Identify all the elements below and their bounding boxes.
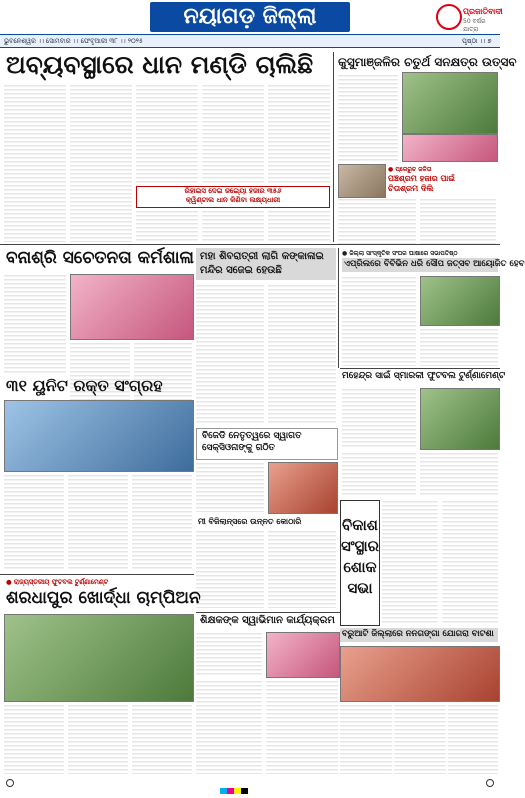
headline-temple: ମହା ଶିବରାତ୍ରୀ ଲାଗି କଙ୍କାଳାଇ xyxy=(200,251,324,262)
sidebar-kicker: ● ପ୍ରେରୁଚ ଜଳିତା xyxy=(388,166,432,173)
article-text xyxy=(202,210,264,242)
article-text xyxy=(268,84,330,184)
festival-photo-2 xyxy=(402,134,498,162)
headline-blood: ୩୧ ୟୁନିଟ ରକ୍ତ ସଂଗ୍ରହ xyxy=(6,376,163,395)
print-footer xyxy=(0,777,500,788)
article-text xyxy=(136,210,198,242)
village-photo xyxy=(340,646,500,702)
mourning-box xyxy=(340,500,380,626)
festival-photo xyxy=(402,72,498,134)
sidebar-headline: ଚିତାଶ୍ରମ ଦିଲି xyxy=(388,184,434,193)
article-text xyxy=(394,704,446,774)
brand-subtitle: 50 ବର୍ଷର ଯାତ୍ରା xyxy=(463,18,486,33)
section-title: ନୟାଗଡ଼ ଜିଲ୍ଲା xyxy=(150,2,350,32)
section-rule xyxy=(196,612,340,613)
headline-teachers: ଶିକ୍ଷକଙ୍କ ସ୍ୱାଭିମାନ କାର୍ଯ୍ୟକ୍ରମ xyxy=(200,615,335,626)
article-text xyxy=(342,388,416,448)
headline-football: ମହେନ୍ଦ୍ର ସାଇଁ ସ୍ମାରକୀ ଫୁଟବଲ ଟୁର୍ଣ୍ଣାମେଣ୍ଟ xyxy=(342,371,506,381)
article-text xyxy=(342,452,416,496)
brand-name: ପ୍ରଜାତିବାଦୀ xyxy=(463,7,503,16)
article-text xyxy=(202,84,264,184)
headline-championship: ଶରଧାପୁର ଖୋର୍ଦ୍ଧା ଚାମ୍ପିଅନ xyxy=(6,588,201,608)
article-text xyxy=(196,680,262,774)
article-text xyxy=(340,704,392,774)
article-text xyxy=(196,284,264,424)
article-text xyxy=(342,276,416,366)
championship-photo xyxy=(4,614,194,702)
article-text xyxy=(68,704,128,774)
headline-festival: କୁସୁମାଞ୍ଜଳିର ଚତୁର୍ଥ ସନକ୍ଷତ୍ର ଉତ୍ସବ xyxy=(338,55,517,69)
section-rule xyxy=(0,574,194,575)
article-text xyxy=(4,84,66,242)
headline-culture: ଏପ୍ରିଲରେ ବିବିଭିନ ଧରି ସୌପ ଜତ୍ସବ ଆୟୋଜିତ ହେବ xyxy=(344,259,525,269)
lead-headline: ଅବ୍ୟବସ୍ଥାରେ ଧାନ ମଣ୍ଡି ଚାଲିଛି xyxy=(6,50,314,79)
article-text xyxy=(132,704,192,774)
highlight-box xyxy=(136,186,330,208)
headline-bjd: ବିଜେଡି ନେତୃତ୍ୱରେ ସ୍ୱାଗତ xyxy=(202,431,302,441)
sidebar-headline: ପଞ୍ଚଶ୍ରମ ହଜାର ପାଇଁ xyxy=(388,174,455,183)
headline-temple: ମନ୍ଦିର ସଜେଇ ହେଉଛି xyxy=(200,265,282,276)
color-bar xyxy=(220,779,248,798)
article-text xyxy=(268,530,336,608)
kicker-championship: ● ରାଜ୍ୟସ୍ତରୀୟ ଫୁଟବଲ ଟୁର୍ଣ୍ଣାମେଣ୍ଟ xyxy=(6,578,109,586)
masthead xyxy=(0,0,503,34)
issue-date: ଭୁବନେଶ୍ୱର ।। ସୋମବାର ।। ଫେବୃଆରୀ ୩୮ ।। ୨୦୨୫ xyxy=(4,37,143,45)
mourning-title: ସଂସ୍ଥାର xyxy=(341,537,379,555)
blood-donation-photo xyxy=(4,400,194,472)
article-text xyxy=(4,274,66,374)
article-text xyxy=(4,704,64,774)
article-text xyxy=(70,84,132,242)
anniversary-logo-icon xyxy=(436,4,462,30)
workshop-photo xyxy=(70,274,194,340)
section-rule xyxy=(340,368,500,369)
mourning-title: ଶୋକ ସଭା xyxy=(343,558,377,597)
headline-workshop: ବନାଶ୍ରି ସଚେତନତା କର୍ମଶାଳା xyxy=(6,248,194,268)
registration-mark-icon xyxy=(486,779,494,787)
headline-village: ବରୁଆଟି ଜିଲ୍ଲାରେ ନନଗଙ୍ଗା ଯୋଗରା ବାଟଶା xyxy=(342,629,494,639)
page-number: ପୃଷ୍ଠା ।। ୭ xyxy=(462,37,492,45)
article-text xyxy=(420,198,496,244)
article-text xyxy=(268,284,336,424)
column-rule xyxy=(333,52,334,242)
article-text xyxy=(136,84,198,184)
article-text xyxy=(266,680,338,774)
culture-photo xyxy=(420,276,500,326)
headline-vigilance: ମୀ ବିଜିଲାନ୍ସରେ ଉନ୍ନତ କୋଠାରି xyxy=(198,517,302,526)
column-rule xyxy=(338,248,339,368)
mourning-title: ବିକାଶ xyxy=(342,516,378,534)
headline-bjd: ସେକ୍ସିଓନାଙ୍କୁ ଗଠିତ xyxy=(202,443,275,453)
article-text xyxy=(420,452,498,496)
article-text xyxy=(448,704,498,774)
kicker-culture: ● ଜିଲ୍ଲା ସାଂସ୍କୃତିକ ସଂଘର ଘାଷାରେ ସଭାପତିଷ୍ଠ xyxy=(342,250,458,257)
article-text xyxy=(68,474,128,570)
article-text xyxy=(268,210,330,242)
article-text xyxy=(4,474,64,570)
portrait-photo xyxy=(338,164,386,198)
article-text xyxy=(382,500,438,624)
highlight-line: ରିହାଇସ ଦେଇ ଜଇ୍ୟୋ ହଜାର ୩୫୬ xyxy=(184,187,282,195)
highlight-line: କ୍ୱିଣ୍ଟାଲ ଧାନ କିଣିବା ଲକ୍ଷ୍ୟଧାରୀ xyxy=(185,196,281,204)
article-text xyxy=(420,328,498,366)
article-text xyxy=(338,198,416,244)
registration-mark-icon xyxy=(6,779,14,787)
teachers-photo xyxy=(266,632,340,678)
football-photo xyxy=(420,388,500,450)
article-text xyxy=(196,462,264,512)
article-text xyxy=(132,474,192,570)
article-text xyxy=(338,74,398,162)
article-text xyxy=(196,632,262,676)
article-text xyxy=(442,500,498,624)
article-text xyxy=(196,530,264,608)
dateline xyxy=(0,34,500,48)
section-rule xyxy=(0,244,500,245)
bjd-photo xyxy=(268,462,338,514)
